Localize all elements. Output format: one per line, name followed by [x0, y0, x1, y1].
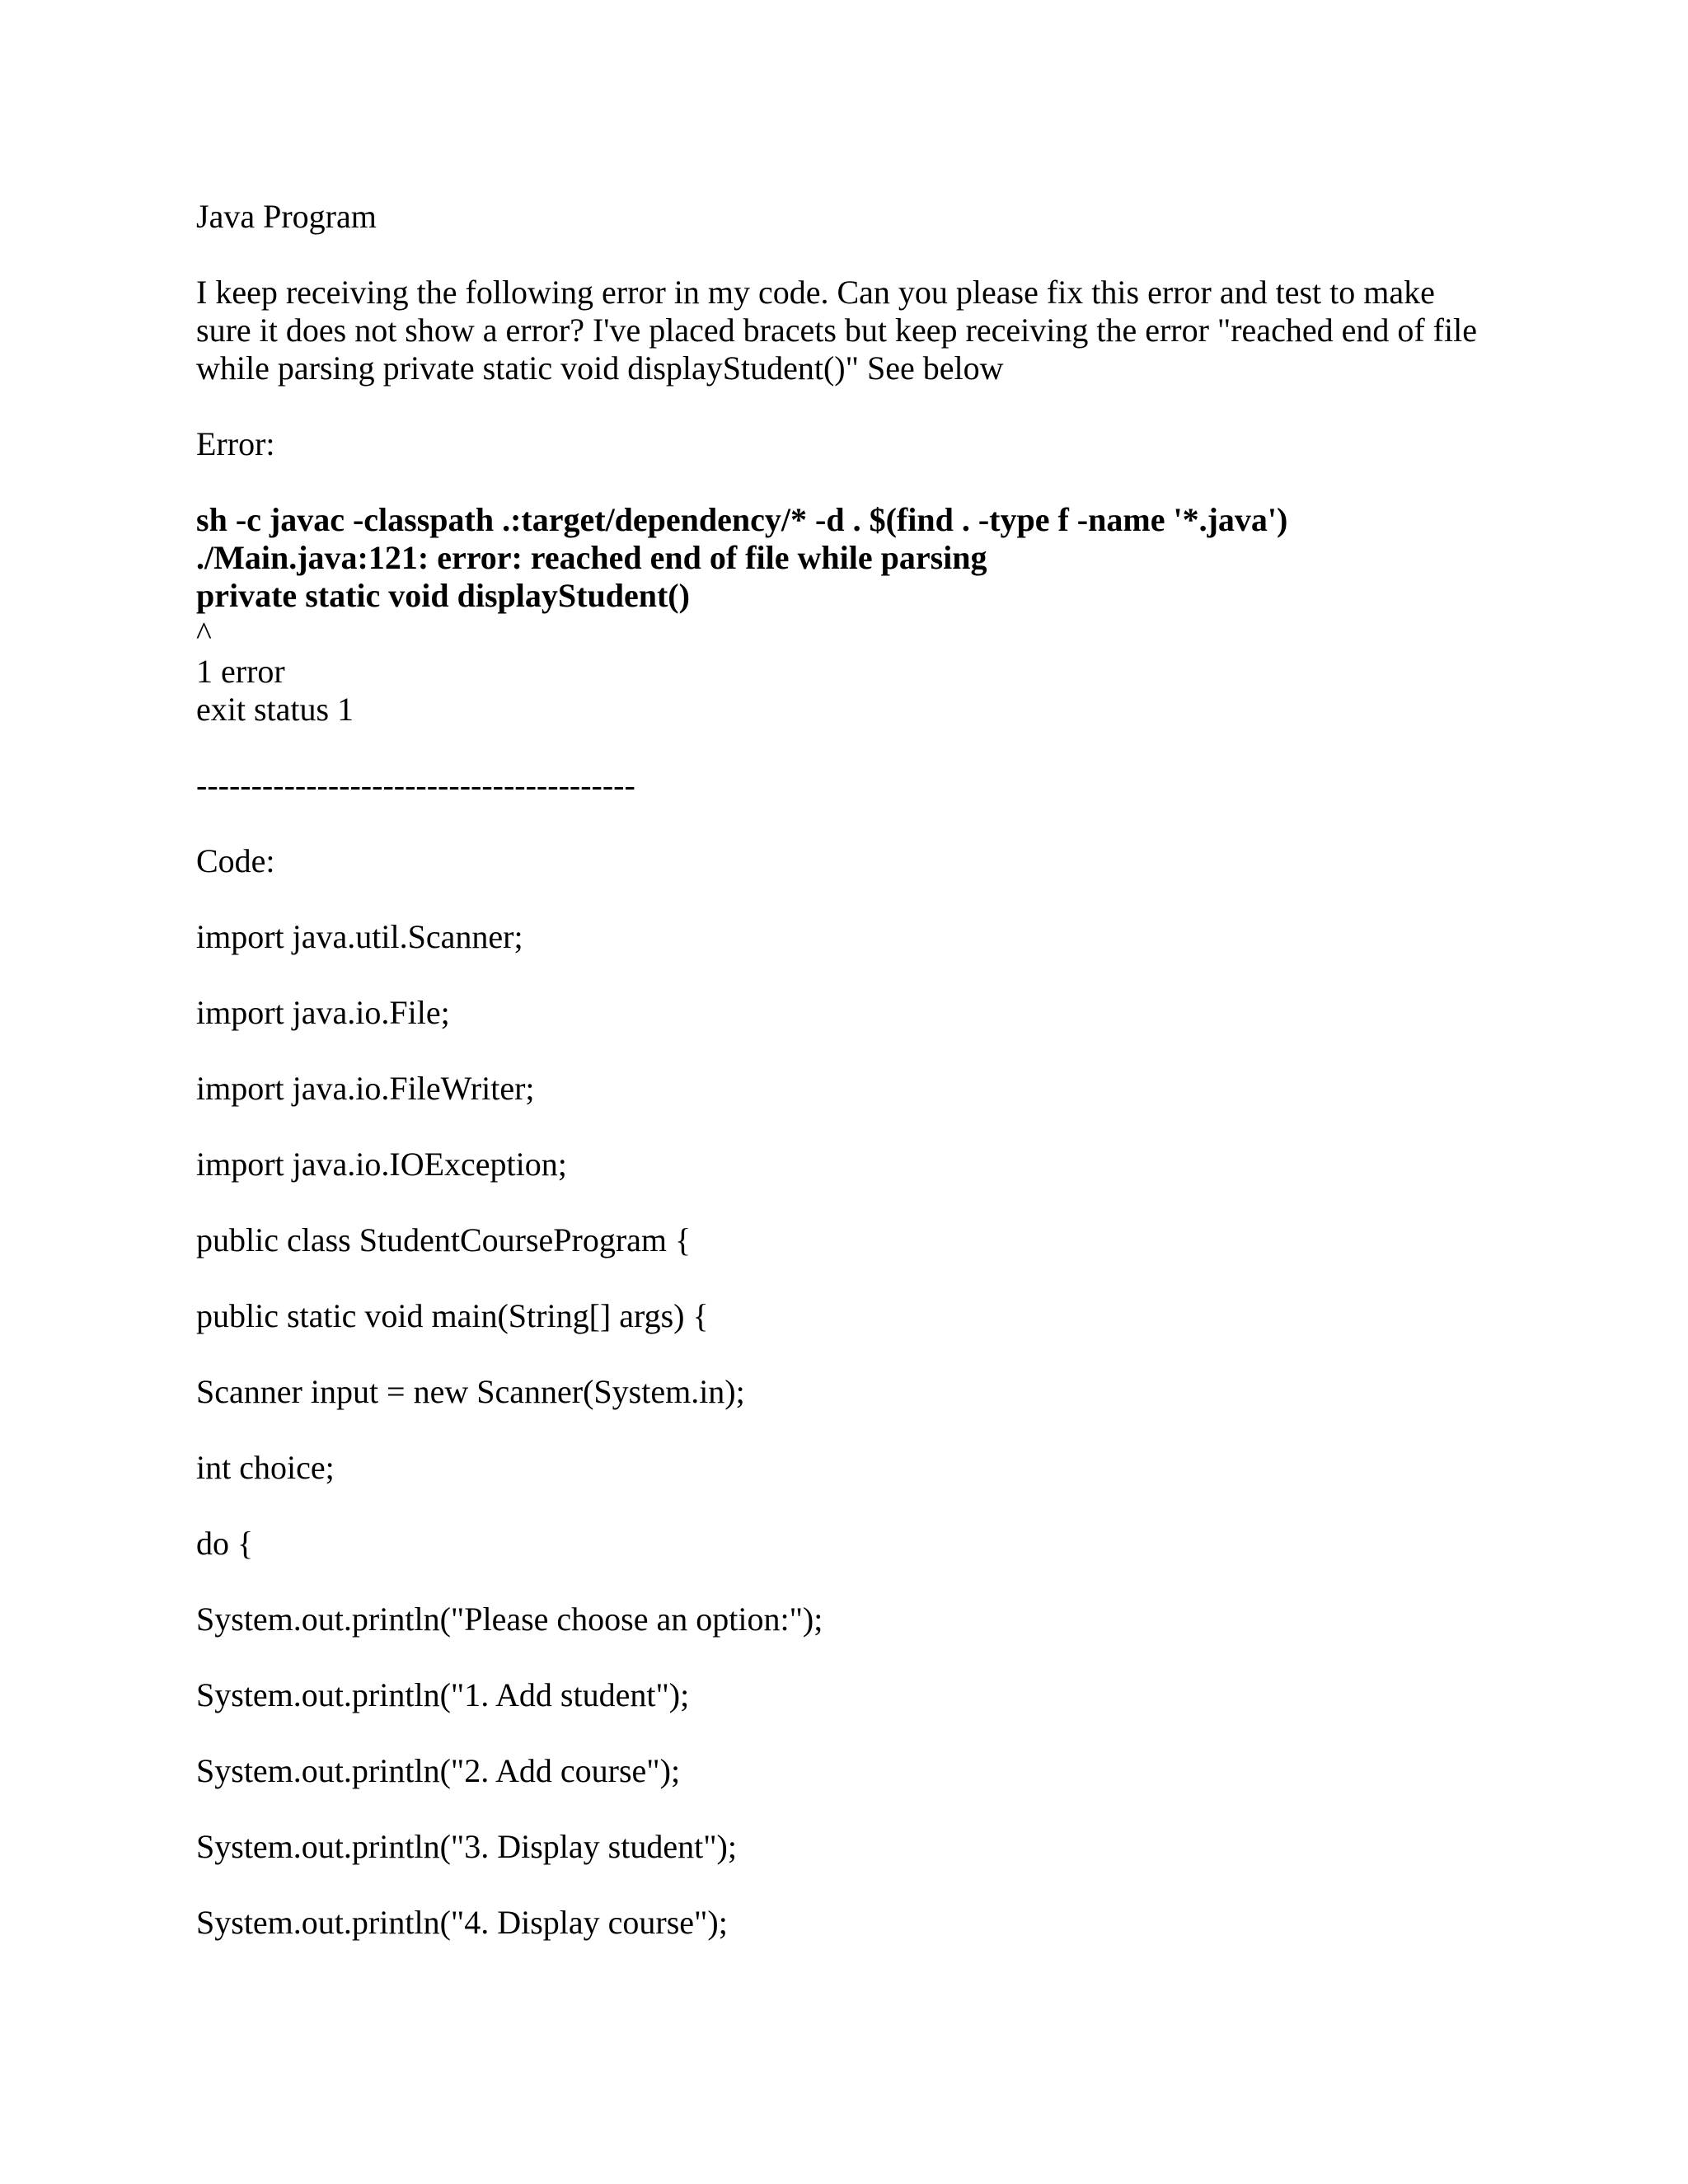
error-caret: ^ [196, 615, 212, 652]
code-line-11: System.out.println("1. Add student"); [196, 1676, 690, 1713]
intro-line-3: while parsing private static void displayStudent()" See below [196, 349, 1004, 387]
code-line-7: Scanner input = new Scanner(System.in); [196, 1373, 745, 1410]
code-line-5: public class StudentCourseProgram { [196, 1221, 692, 1258]
document-title: Java Program [196, 198, 377, 235]
code-label: Code: [196, 842, 275, 879]
code-line-13: System.out.println("3. Display student"); [196, 1828, 737, 1865]
exit-status: exit status 1 [196, 691, 354, 728]
code-line-4: import java.io.IOException; [196, 1146, 567, 1183]
code-line-10: System.out.println("Please choose an option:"); [196, 1601, 823, 1638]
error-count: 1 error [196, 653, 285, 690]
code-line-6: public static void main(String[] args) { [196, 1297, 709, 1334]
code-line-12: System.out.println("2. Add course"); [196, 1752, 681, 1789]
error-command-line: sh -c javac -classpath .:target/dependency/* -d . $(find . -type f -name '*.java') [196, 501, 1288, 538]
code-line-8: int choice; [196, 1449, 335, 1486]
code-line-9: do { [196, 1525, 254, 1562]
error-label: Error: [196, 425, 275, 462]
separator-line: ---------------------------------------- [196, 766, 635, 804]
code-line-1: import java.util.Scanner; [196, 918, 523, 955]
intro-line-2: sure it does not show a error? I've placed bracets but keep receiving the error "reached end of file [196, 312, 1477, 349]
intro-line-1: I keep receiving the following error in my code. Can you please fix this error and test to make [196, 274, 1435, 311]
code-line-2: import java.io.File; [196, 994, 450, 1031]
code-line-3: import java.io.FileWriter; [196, 1070, 535, 1107]
error-message-line: ./Main.java:121: error: reached end of file while parsing [196, 539, 987, 576]
code-line-14: System.out.println("4. Display course"); [196, 1904, 728, 1941]
error-source-line: private static void displayStudent() [196, 577, 690, 614]
